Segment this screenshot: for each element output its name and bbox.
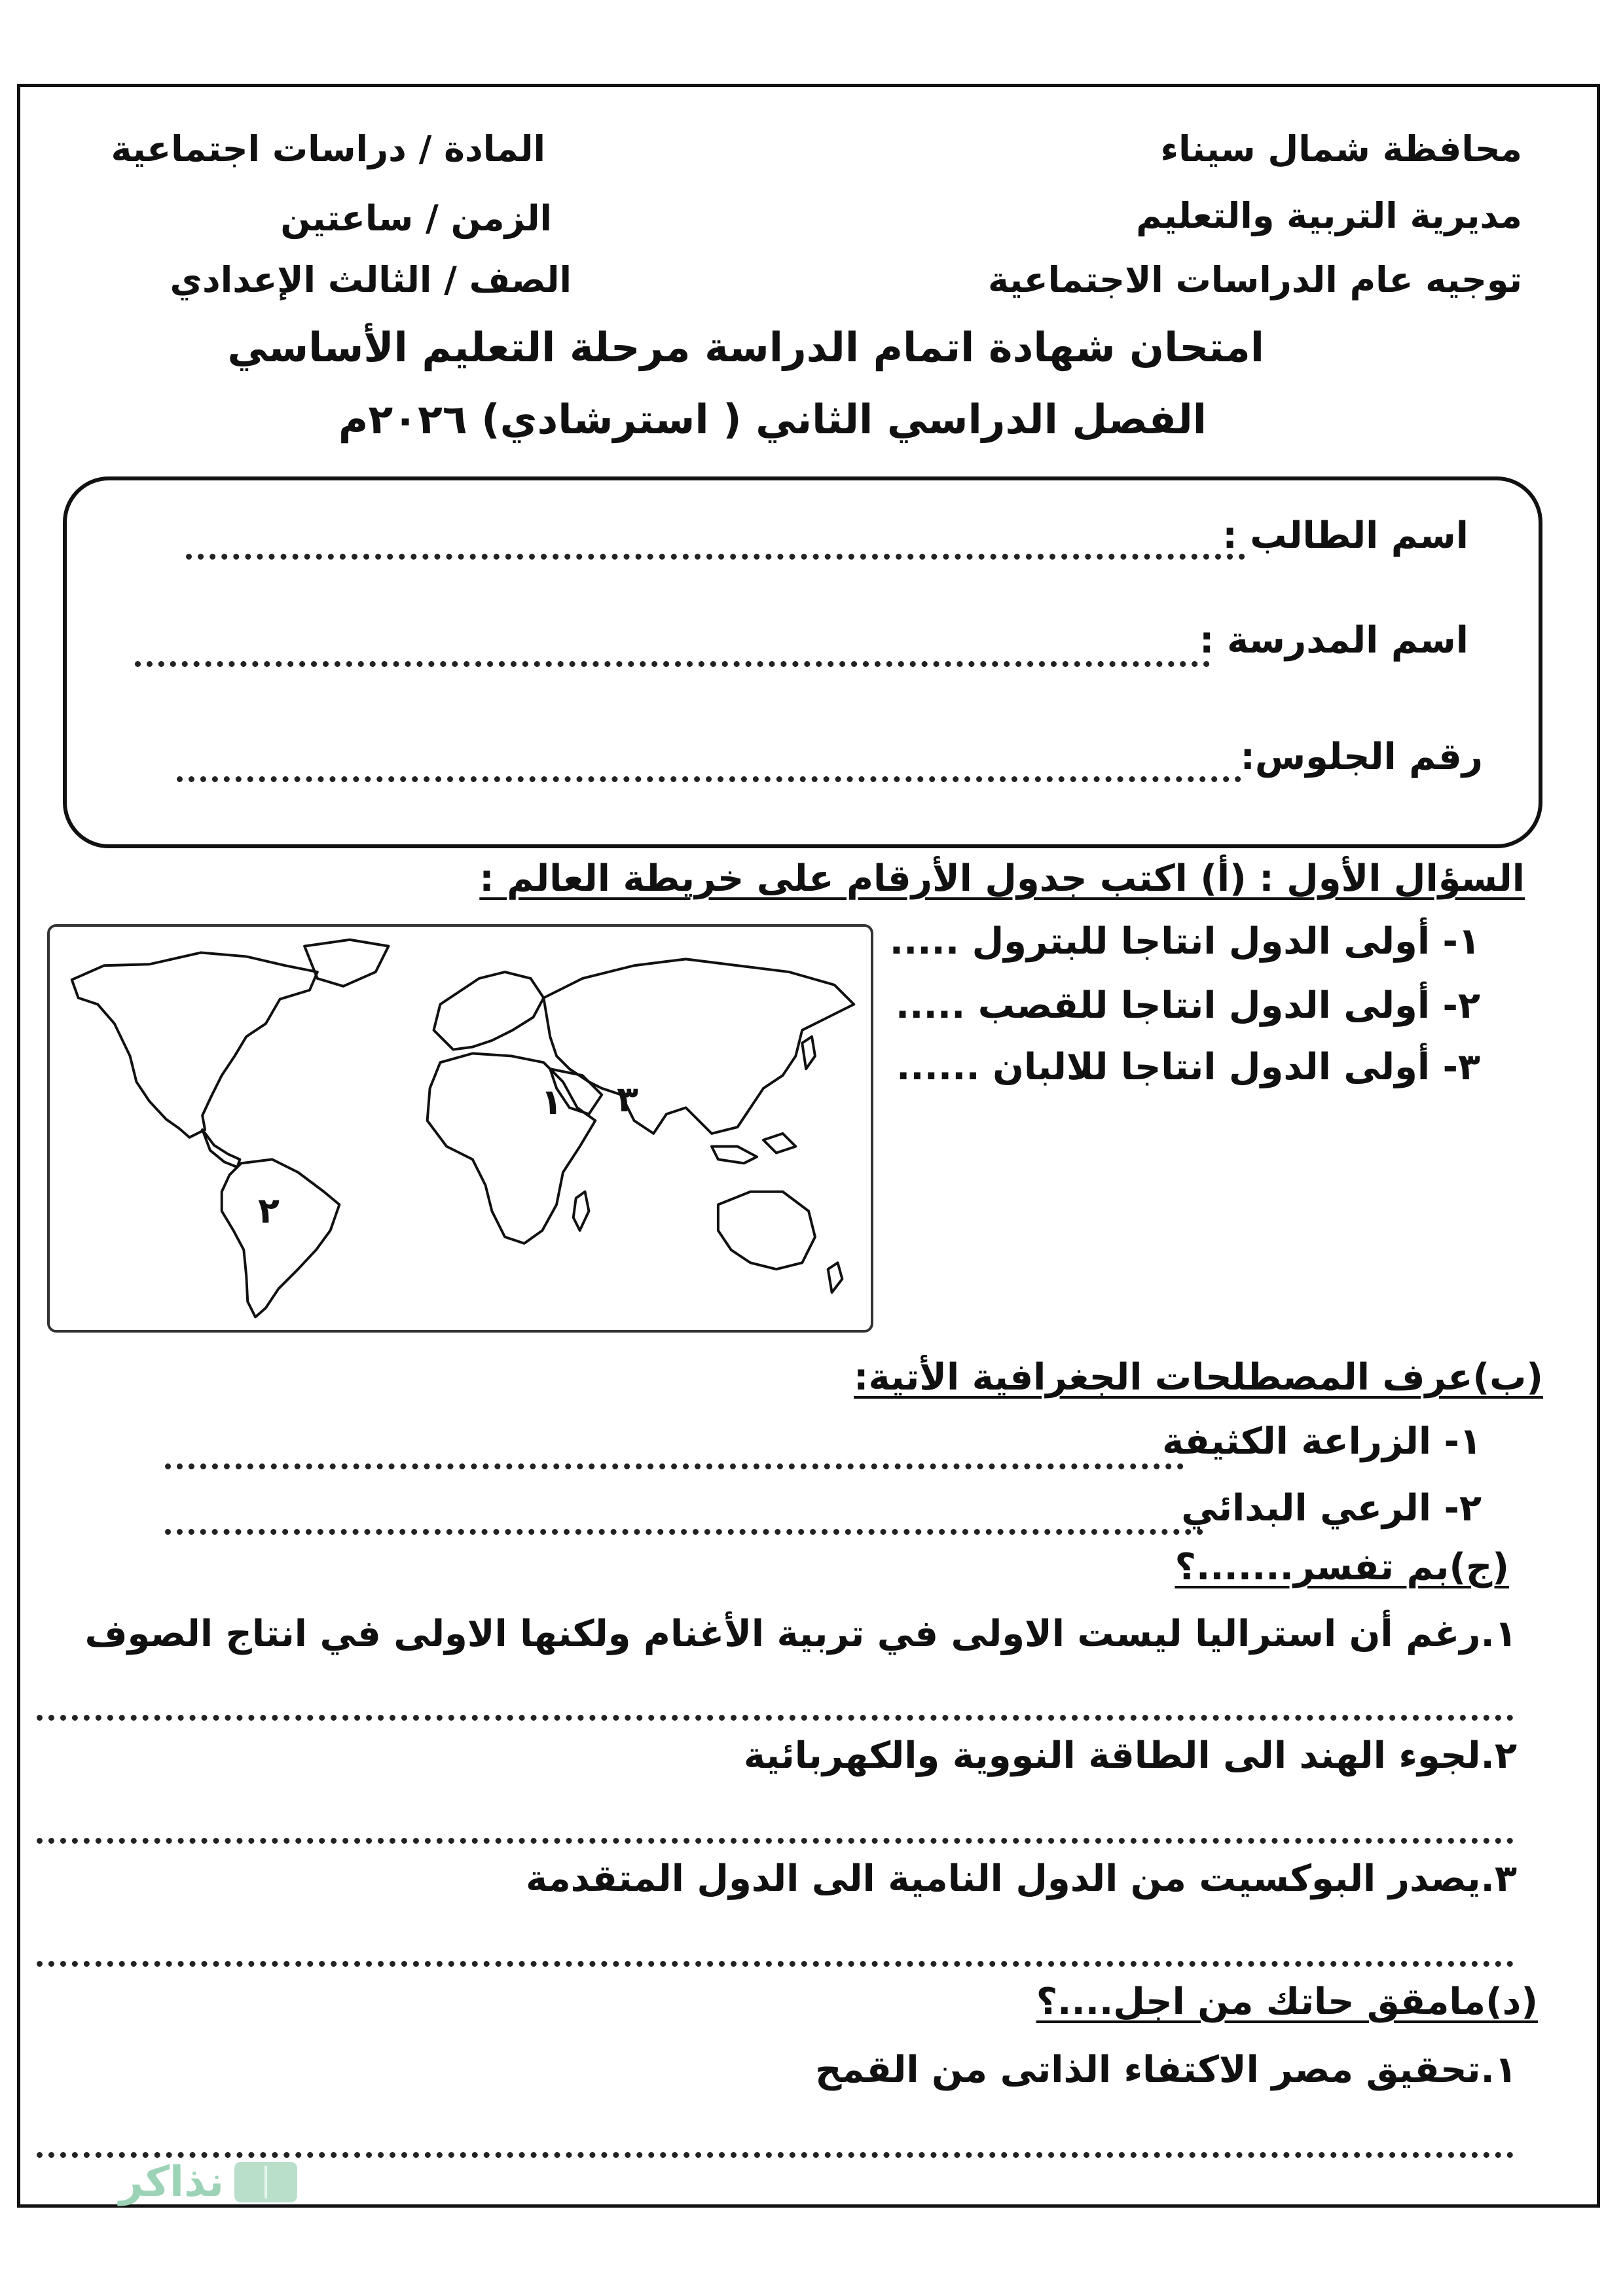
part-c-heading: (ج)بم تفسر.......؟ xyxy=(1175,1546,1509,1588)
world-map-outline xyxy=(50,927,871,1330)
seat-number-field[interactable] xyxy=(177,776,1241,782)
part-c-answer-1[interactable] xyxy=(37,1715,1514,1721)
logo-text: نذاكر xyxy=(119,2158,224,2206)
school-name-field[interactable] xyxy=(135,661,1210,667)
header-governorate: محافظة شمال سيناء xyxy=(1160,128,1522,170)
q1-item-1: ١- أولى الدول انتاجا للبترول ..... xyxy=(889,920,1480,963)
world-map xyxy=(47,924,873,1333)
student-name-label: اسم الطالب : xyxy=(1222,514,1468,557)
school-name-label: اسم المدرسة : xyxy=(1199,619,1468,662)
q1-item-2: ٢- أولى الدول انتاجا للقصب ..... xyxy=(895,984,1480,1027)
part-c-item-2: ٢.لجوء الهند الى الطاقة النووية والكهربائية xyxy=(743,1734,1517,1777)
part-d-heading: (د)مامقق حاتك من اجل....؟ xyxy=(1036,1981,1538,2023)
part-c-item-3: ٣.يصدر البوكسيت من الدول النامية الى الدول المتقدمة xyxy=(525,1857,1517,1900)
map-label-2: ٢ xyxy=(258,1190,280,1231)
header-grade: الصف / الثالث الإعدادي xyxy=(170,259,572,300)
q1-heading: السؤال الأول : (أ) اكتب جدول الأرقام على خريطة العالم : xyxy=(479,857,1525,900)
part-c-item-1: ١.رغم أن استراليا ليست الاولى في تربية الأغنام ولكنها الاولى في انتاج الصوف xyxy=(84,1613,1517,1655)
header-subject: المادة / دراسات اجتماعية xyxy=(111,128,545,170)
exam-title: امتحان شهادة اتمام الدراسة مرحلة التعليم الأساسي xyxy=(227,323,1264,371)
part-d-item-1: ١.تحقيق مصر الاكتفاء الذاتى من القمح xyxy=(815,2049,1517,2091)
nazaker-logo xyxy=(119,2159,297,2206)
header-time: الزمن / ساعتين xyxy=(280,198,552,239)
book-icon xyxy=(234,2162,297,2202)
part-b-item-1: ١- الزراعة الكثيفة xyxy=(1162,1420,1482,1463)
map-label-1: ١ xyxy=(541,1081,562,1122)
map-label-3: ٣ xyxy=(617,1079,638,1120)
part-c-answer-3[interactable] xyxy=(37,1961,1514,1967)
part-b-item-2: ٢- الرعي البدائي xyxy=(1181,1487,1482,1530)
header-supervision: توجيه عام الدراسات الاجتماعية xyxy=(987,259,1522,300)
part-d-answer-1[interactable] xyxy=(37,2152,1514,2158)
part-b-answer-2[interactable] xyxy=(165,1529,1203,1535)
seat-number-label: رقم الجلوس: xyxy=(1240,736,1483,778)
part-b-answer-1[interactable] xyxy=(165,1463,1184,1469)
student-name-field[interactable] xyxy=(186,554,1245,560)
q1-item-3: ٣- أولى الدول انتاجا للالبان ...... xyxy=(896,1046,1480,1088)
header-directorate: مديرية التربية والتعليم xyxy=(1136,195,1522,236)
part-b-heading: (ب)عرف المصطلحات الجغرافية الأتية: xyxy=(854,1356,1543,1399)
part-c-answer-2[interactable] xyxy=(37,1838,1514,1844)
exam-subtitle: الفصل الدراسي الثاني ( استرشادي) ٢٠٢٦م xyxy=(338,395,1207,443)
